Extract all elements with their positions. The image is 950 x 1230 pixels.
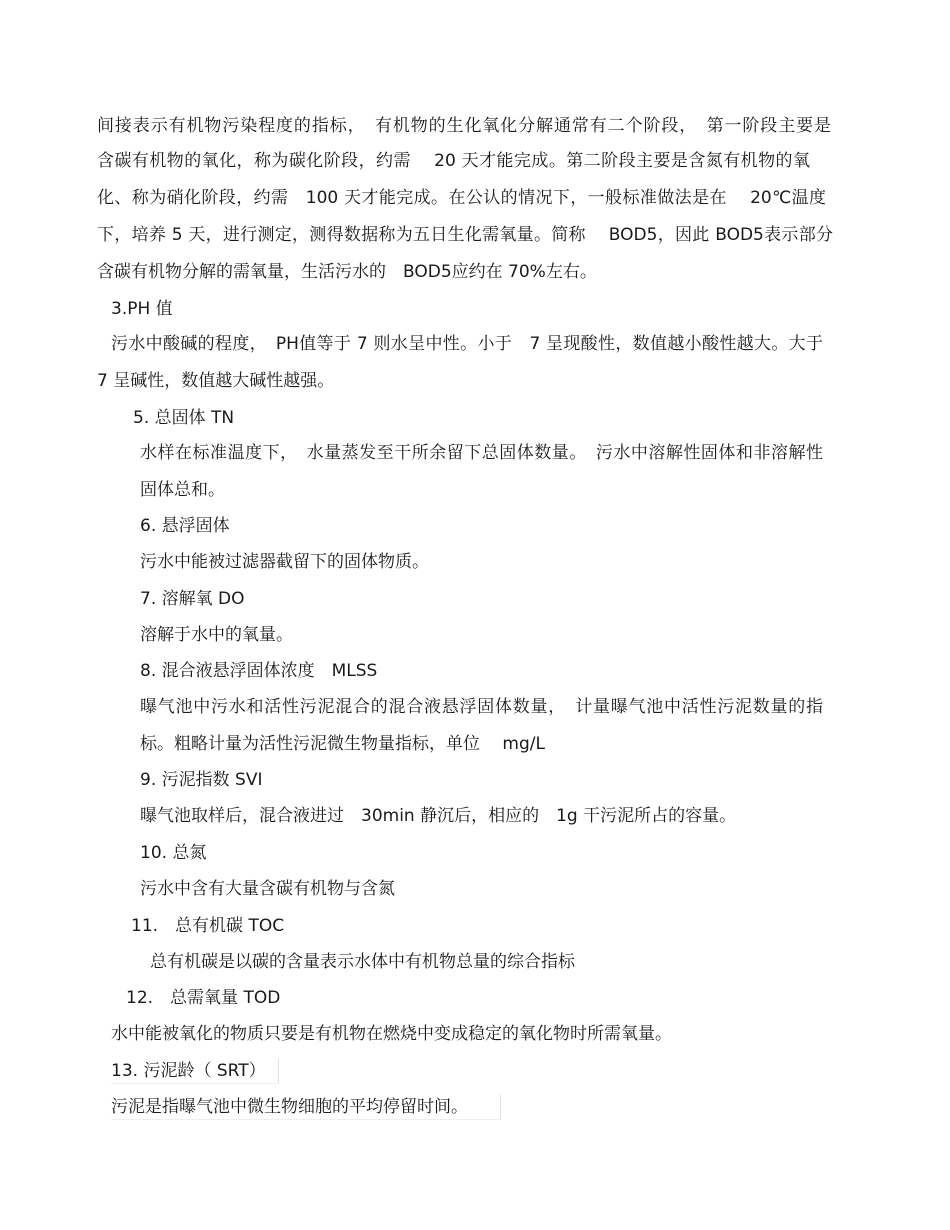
section-heading: 9. 污泥指数 SVI xyxy=(140,770,263,790)
paragraph-line: 污水中含有大量含碳有机物与含氮 xyxy=(140,879,395,899)
paragraph-line: 污水中酸碱的程度， PH值等于 7 则水呈中性。小于 7 呈现酸性，数值越小酸性越大。大于 xyxy=(111,334,823,354)
paragraph-line: 7 呈碱性，数值越大碱性越强。 xyxy=(97,371,335,391)
section-heading: 13. 污泥龄（ SRT） xyxy=(111,1059,279,1084)
paragraph-line: 含碳有机物分解的需氧量，生活污水的 BOD5应约在 70%左右。 xyxy=(97,262,597,282)
paragraph-line: 污泥是指曝气池中微生物细胞的平均停留时间。 xyxy=(111,1095,501,1120)
paragraph-line: 曝气池中污水和活性污泥混合的混合液悬浮固体数量， 计量曝气池中活性污泥数量的指 xyxy=(140,697,823,717)
paragraph-line: 间接表示有机物污染程度的指标， 有机物的生化氧化分解通常有二个阶段， 第一阶段主要是 xyxy=(97,116,831,136)
paragraph-line: 下，培养 5 天，进行测定，测得数据称为五日生化需氧量。简称 BOD5，因此 BOD5表示部分 xyxy=(97,225,833,245)
paragraph-line: 标。粗略计量为活性污泥微生物量指标，单位 mg/L xyxy=(140,734,545,754)
section-heading: 6. 悬浮固体 xyxy=(140,516,230,536)
paragraph-line: 水样在标准温度下， 水量蒸发至干所余留下总固体数量。 污水中溶解性固体和非溶解性 xyxy=(140,443,823,463)
paragraph-line: 污水中能被过滤器截留下的固体物质。 xyxy=(140,552,429,572)
section-heading: 5. 总固体 TN xyxy=(133,408,235,428)
paragraph-line: 水中能被氧化的物质只要是有机物在燃烧中变成稳定的氧化物时所需氧量。 xyxy=(111,1024,672,1044)
section-heading: 12. 总需氧量 TOD xyxy=(126,988,281,1008)
paragraph-line: 总有机碳是以碳的含量表示水体中有机物总量的综合指标 xyxy=(150,952,575,972)
section-heading: 7. 溶解氧 DO xyxy=(140,589,245,609)
paragraph-line: 化、称为硝化阶段，约需 100 天才能完成。在公认的情况下，一般标准做法是在 20℃温度 xyxy=(97,188,826,208)
paragraph-line: 曝气池取样后，混合液进过 30min 静沉后，相应的 1g 干污泥所占的容量。 xyxy=(140,806,737,826)
paragraph-line: 溶解于水中的氧量。 xyxy=(140,625,293,645)
section-heading: 10. 总氮 xyxy=(140,843,207,863)
section-heading: 8. 混合液悬浮固体浓度 MLSS xyxy=(140,661,378,681)
paragraph-line: 含碳有机物的氧化，称为碳化阶段，约需 20 天才能完成。第二阶段主要是含氮有机物的氧 xyxy=(97,151,810,171)
section-heading: 11. 总有机碳 TOC xyxy=(131,916,285,936)
paragraph-line: 固体总和。 xyxy=(140,480,225,500)
section-heading: 3.PH 值 xyxy=(111,299,173,319)
